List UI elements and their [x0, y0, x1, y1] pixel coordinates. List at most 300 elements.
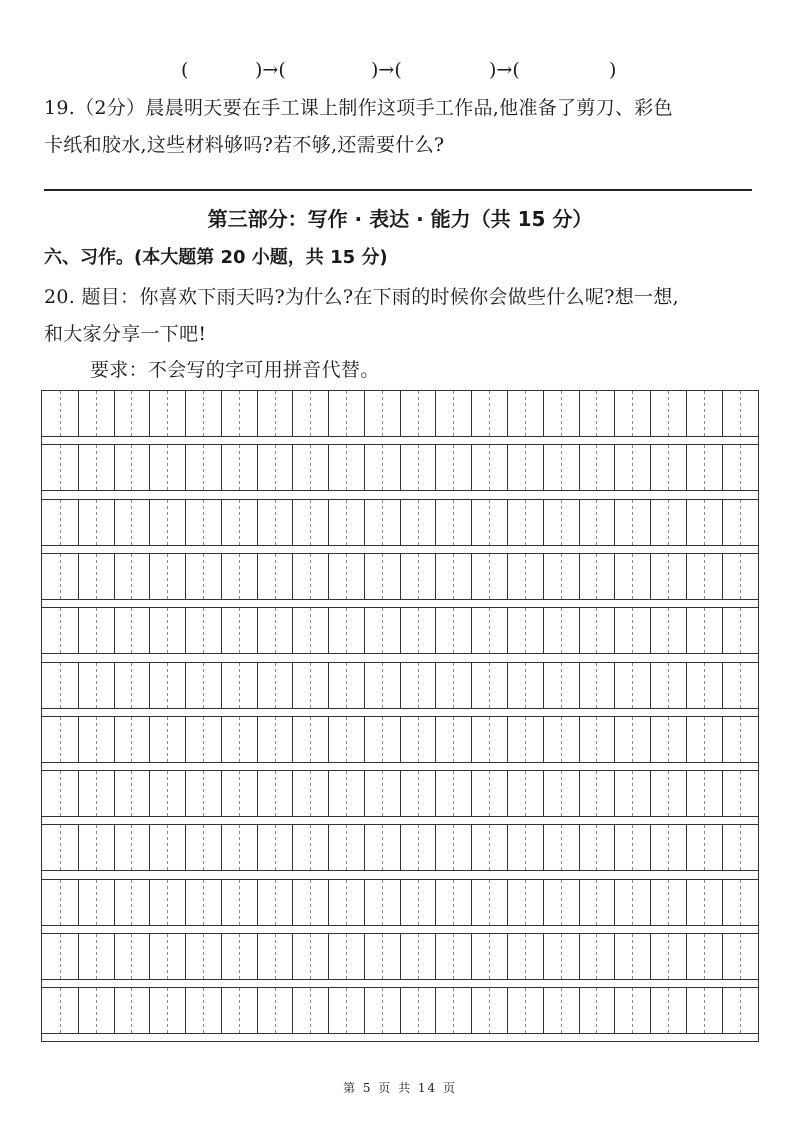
grid-cell-midline — [275, 608, 276, 653]
grid-cell-border — [507, 554, 508, 599]
grid-cell-border — [78, 880, 79, 925]
grid-cell-border — [722, 825, 723, 870]
grid-cell-border — [257, 500, 258, 545]
grid-cell-midline — [632, 663, 633, 708]
grid-cell-midline — [239, 988, 240, 1033]
grid-cell-border — [543, 880, 544, 925]
grid-cell-midline — [561, 880, 562, 925]
grid-cell-border — [149, 608, 150, 653]
grid-cell-midline — [632, 608, 633, 653]
grid-cell-border — [579, 391, 580, 436]
row-bottom-line — [42, 490, 758, 491]
grid-cell-midline — [740, 825, 741, 870]
grid-cell-midline — [131, 988, 132, 1033]
grid-cell-border — [114, 554, 115, 599]
part-three-heading: 第三部分：写作 · 表达 · 能力（共 15 分） — [207, 207, 593, 231]
sequence-arrow-3: )→( — [489, 59, 520, 81]
grid-cell-border — [435, 988, 436, 1033]
grid-row[interactable] — [42, 391, 758, 436]
grid-cell-border — [722, 663, 723, 708]
row-bottom-line — [42, 545, 758, 546]
grid-cell-border — [579, 825, 580, 870]
grid-cell-midline — [668, 663, 669, 708]
grid-cell-border — [185, 608, 186, 653]
grid-cell-border — [221, 554, 222, 599]
grid-cell-midline — [310, 554, 311, 599]
grid-cell-border — [257, 391, 258, 436]
grid-cell-border — [722, 608, 723, 653]
row-bottom-line — [42, 653, 758, 654]
grid-cell-border — [722, 934, 723, 979]
grid-cell-midline — [131, 500, 132, 545]
grid-cell-border — [435, 554, 436, 599]
grid-cell-border — [435, 771, 436, 816]
grid-cell-border — [507, 771, 508, 816]
grid-cell-midline — [525, 988, 526, 1033]
grid-row[interactable] — [42, 825, 758, 870]
grid-row[interactable] — [42, 771, 758, 816]
grid-cell-border — [650, 500, 651, 545]
grid-cell-midline — [596, 771, 597, 816]
grid-cell-border — [507, 608, 508, 653]
grid-cell-border — [328, 445, 329, 490]
grid-cell-border — [185, 445, 186, 490]
grid-cell-border — [328, 988, 329, 1033]
grid-cell-border — [328, 663, 329, 708]
grid-cell-border — [579, 717, 580, 762]
grid-cell-border — [471, 500, 472, 545]
grid-cell-border — [543, 934, 544, 979]
grid-cell-border — [149, 717, 150, 762]
grid-cell-border — [221, 771, 222, 816]
grid-cell-midline — [418, 880, 419, 925]
grid-cell-border — [78, 445, 79, 490]
grid-cell-midline — [489, 391, 490, 436]
row-bottom-line — [42, 925, 758, 926]
grid-cell-border — [471, 934, 472, 979]
grid-cell-midline — [489, 771, 490, 816]
grid-cell-midline — [525, 717, 526, 762]
grid-cell-midline — [167, 663, 168, 708]
grid-cell-border — [686, 880, 687, 925]
grid-cell-midline — [346, 391, 347, 436]
grid-cell-midline — [453, 554, 454, 599]
grid-cell-border — [471, 825, 472, 870]
grid-cell-border — [328, 771, 329, 816]
grid-cell-border — [543, 663, 544, 708]
grid-cell-midline — [203, 554, 204, 599]
grid-cell-border — [257, 663, 258, 708]
grid-cell-midline — [239, 663, 240, 708]
grid-cell-midline — [96, 445, 97, 490]
grid-cell-border — [543, 771, 544, 816]
grid-row[interactable] — [42, 663, 758, 708]
grid-cell-border — [114, 445, 115, 490]
grid-cell-midline — [203, 934, 204, 979]
grid-cell-midline — [310, 771, 311, 816]
grid-cell-midline — [239, 608, 240, 653]
grid-cell-border — [78, 500, 79, 545]
grid-cell-midline — [131, 880, 132, 925]
grid-row[interactable] — [42, 445, 758, 490]
grid-cell-midline — [489, 880, 490, 925]
grid-cell-midline — [704, 880, 705, 925]
grid-cell-border — [149, 825, 150, 870]
grid-cell-midline — [632, 988, 633, 1033]
grid-cell-border — [650, 554, 651, 599]
grid-cell-border — [722, 880, 723, 925]
grid-cell-midline — [668, 500, 669, 545]
grid-cell-midline — [346, 445, 347, 490]
grid-row[interactable] — [42, 880, 758, 925]
grid-cell-midline — [167, 391, 168, 436]
grid-cell-midline — [489, 608, 490, 653]
grid-cell-midline — [453, 717, 454, 762]
grid-cell-midline — [239, 500, 240, 545]
grid-cell-midline — [489, 988, 490, 1033]
grid-cell-midline — [704, 771, 705, 816]
grid-cell-midline — [668, 988, 669, 1033]
grid-cell-midline — [525, 934, 526, 979]
grid-cell-midline — [740, 880, 741, 925]
grid-cell-midline — [704, 934, 705, 979]
grid-cell-midline — [346, 554, 347, 599]
grid-cell-border — [543, 988, 544, 1033]
grid-cell-border — [507, 663, 508, 708]
grid-cell-midline — [131, 445, 132, 490]
grid-cell-border — [328, 934, 329, 979]
grid-cell-midline — [418, 554, 419, 599]
grid-cell-border — [507, 934, 508, 979]
grid-cell-midline — [346, 500, 347, 545]
grid-cell-border — [364, 554, 365, 599]
grid-cell-border — [579, 934, 580, 979]
grid-cell-midline — [346, 717, 347, 762]
grid-cell-midline — [310, 445, 311, 490]
grid-cell-border — [292, 880, 293, 925]
grid-cell-border — [400, 825, 401, 870]
grid-cell-border — [614, 391, 615, 436]
sequence-arrow-1: )→( — [255, 59, 286, 81]
grid-cell-border — [579, 880, 580, 925]
grid-cell-border — [221, 445, 222, 490]
grid-cell-midline — [310, 988, 311, 1033]
sequence-close-paren: ) — [609, 59, 617, 81]
grid-cell-midline — [167, 500, 168, 545]
grid-cell-midline — [668, 391, 669, 436]
grid-cell-midline — [310, 934, 311, 979]
grid-cell-midline — [346, 771, 347, 816]
grid-cell-border — [328, 608, 329, 653]
grid-cell-border — [507, 717, 508, 762]
grid-cell-border — [579, 554, 580, 599]
grid-cell-border — [328, 880, 329, 925]
grid-cell-midline — [96, 825, 97, 870]
grid-cell-midline — [382, 825, 383, 870]
grid-cell-border — [257, 825, 258, 870]
grid-row[interactable] — [42, 988, 758, 1033]
grid-cell-midline — [453, 608, 454, 653]
grid-cell-midline — [346, 880, 347, 925]
grid-cell-border — [221, 825, 222, 870]
grid-cell-midline — [453, 500, 454, 545]
grid-cell-border — [292, 825, 293, 870]
grid-cell-border — [650, 934, 651, 979]
grid-cell-midline — [167, 934, 168, 979]
grid-cell-midline — [96, 663, 97, 708]
grid-cell-midline — [96, 391, 97, 436]
grid-cell-midline — [525, 771, 526, 816]
grid-cell-midline — [239, 445, 240, 490]
grid-cell-border — [650, 880, 651, 925]
grid-cell-midline — [382, 391, 383, 436]
grid-cell-border — [292, 445, 293, 490]
grid-cell-border — [78, 717, 79, 762]
grid-cell-midline — [203, 771, 204, 816]
grid-cell-border — [686, 717, 687, 762]
grid-cell-midline — [453, 988, 454, 1033]
grid-cell-border — [543, 554, 544, 599]
grid-cell-midline — [418, 663, 419, 708]
grid-cell-border — [686, 988, 687, 1033]
grid-cell-midline — [561, 988, 562, 1033]
grid-cell-border — [114, 663, 115, 708]
grid-cell-border — [650, 717, 651, 762]
grid-cell-border — [614, 988, 615, 1033]
grid-cell-border — [364, 608, 365, 653]
grid-cell-midline — [96, 554, 97, 599]
grid-row[interactable] — [42, 500, 758, 545]
grid-cell-midline — [740, 717, 741, 762]
grid-cell-midline — [382, 771, 383, 816]
grid-cell-border — [328, 717, 329, 762]
grid-cell-midline — [310, 663, 311, 708]
grid-cell-border — [364, 934, 365, 979]
grid-cell-border — [471, 663, 472, 708]
grid-cell-border — [400, 445, 401, 490]
grid-cell-border — [507, 880, 508, 925]
grid-cell-midline — [203, 825, 204, 870]
grid-cell-midline — [632, 934, 633, 979]
grid-cell-midline — [632, 391, 633, 436]
grid-cell-border — [149, 934, 150, 979]
grid-row[interactable] — [42, 934, 758, 979]
grid-cell-midline — [668, 825, 669, 870]
grid-cell-midline — [310, 825, 311, 870]
grid-cell-border — [114, 391, 115, 436]
grid-cell-midline — [740, 934, 741, 979]
grid-cell-border — [292, 663, 293, 708]
grid-cell-midline — [525, 825, 526, 870]
grid-cell-border — [78, 934, 79, 979]
grid-cell-midline — [596, 608, 597, 653]
grid-cell-border — [400, 663, 401, 708]
grid-cell-border — [292, 554, 293, 599]
grid-cell-border — [400, 934, 401, 979]
grid-cell-midline — [704, 445, 705, 490]
sequence-arrow-2: )→( — [371, 59, 402, 81]
grid-cell-midline — [382, 500, 383, 545]
grid-cell-border — [292, 500, 293, 545]
grid-cell-midline — [239, 880, 240, 925]
grid-cell-border — [507, 391, 508, 436]
row-bottom-line — [42, 870, 758, 871]
grid-cell-border — [364, 880, 365, 925]
writing-grid[interactable] — [41, 390, 759, 1042]
grid-cell-midline — [203, 880, 204, 925]
grid-cell-border — [292, 934, 293, 979]
grid-cell-midline — [382, 880, 383, 925]
grid-cell-midline — [418, 500, 419, 545]
grid-cell-border — [78, 988, 79, 1033]
grid-cell-border — [614, 934, 615, 979]
grid-cell-border — [257, 771, 258, 816]
grid-cell-border — [185, 554, 186, 599]
grid-cell-midline — [203, 988, 204, 1033]
section-divider — [44, 189, 752, 191]
grid-cell-midline — [561, 825, 562, 870]
grid-cell-border — [722, 500, 723, 545]
grid-cell-border — [471, 988, 472, 1033]
grid-cell-border — [149, 880, 150, 925]
question-20-line-1: 20. 题目：你喜欢下雨天吗?为什么?在下雨的时候你会做些什么呢?想一想, — [44, 286, 679, 308]
grid-cell-border — [185, 988, 186, 1033]
grid-cell-border — [722, 717, 723, 762]
grid-cell-midline — [167, 771, 168, 816]
question-19-line-2: 卡纸和胶水,这些材料够吗?若不够,还需要什么? — [44, 134, 445, 156]
grid-cell-border — [543, 717, 544, 762]
grid-cell-border — [328, 500, 329, 545]
grid-cell-border — [686, 663, 687, 708]
grid-cell-midline — [60, 663, 61, 708]
grid-cell-border — [507, 500, 508, 545]
grid-cell-border — [328, 391, 329, 436]
grid-cell-midline — [310, 717, 311, 762]
grid-cell-midline — [561, 771, 562, 816]
grid-cell-midline — [453, 825, 454, 870]
grid-cell-midline — [131, 554, 132, 599]
grid-cell-border — [650, 391, 651, 436]
grid-cell-border — [400, 391, 401, 436]
grid-cell-border — [114, 608, 115, 653]
grid-cell-midline — [561, 391, 562, 436]
grid-cell-border — [722, 771, 723, 816]
row-bottom-line — [42, 816, 758, 817]
grid-cell-border — [114, 825, 115, 870]
grid-cell-midline — [167, 554, 168, 599]
grid-cell-border — [364, 663, 365, 708]
grid-cell-midline — [668, 771, 669, 816]
grid-cell-midline — [310, 880, 311, 925]
grid-cell-midline — [275, 934, 276, 979]
grid-cell-border — [185, 717, 186, 762]
grid-cell-border — [328, 554, 329, 599]
grid-cell-border — [507, 445, 508, 490]
question-20-requirement: 要求：不会写的字可用拼音代替。 — [90, 359, 380, 381]
grid-cell-midline — [346, 825, 347, 870]
grid-cell-midline — [346, 608, 347, 653]
grid-cell-border — [471, 717, 472, 762]
grid-cell-midline — [60, 880, 61, 925]
grid-cell-midline — [668, 608, 669, 653]
grid-cell-border — [722, 554, 723, 599]
grid-cell-midline — [740, 445, 741, 490]
grid-cell-midline — [96, 717, 97, 762]
grid-cell-midline — [167, 445, 168, 490]
grid-cell-midline — [96, 608, 97, 653]
grid-cell-border — [257, 717, 258, 762]
grid-cell-midline — [740, 988, 741, 1033]
grid-cell-midline — [60, 554, 61, 599]
grid-cell-midline — [382, 554, 383, 599]
grid-cell-midline — [525, 608, 526, 653]
grid-cell-midline — [167, 880, 168, 925]
grid-cell-border — [650, 445, 651, 490]
grid-cell-border — [686, 554, 687, 599]
grid-cell-midline — [596, 934, 597, 979]
grid-row[interactable] — [42, 717, 758, 762]
grid-cell-midline — [668, 554, 669, 599]
grid-cell-border — [579, 988, 580, 1033]
grid-cell-border — [686, 934, 687, 979]
grid-cell-midline — [275, 500, 276, 545]
grid-cell-midline — [96, 880, 97, 925]
grid-cell-midline — [632, 771, 633, 816]
grid-cell-midline — [632, 500, 633, 545]
grid-cell-midline — [382, 717, 383, 762]
grid-cell-border — [292, 608, 293, 653]
grid-cell-midline — [131, 717, 132, 762]
grid-cell-border — [471, 608, 472, 653]
grid-cell-midline — [561, 445, 562, 490]
grid-cell-border — [364, 391, 365, 436]
grid-cell-midline — [632, 445, 633, 490]
grid-cell-midline — [525, 663, 526, 708]
grid-cell-midline — [668, 445, 669, 490]
grid-cell-border — [221, 880, 222, 925]
grid-cell-midline — [203, 608, 204, 653]
grid-cell-midline — [418, 934, 419, 979]
grid-cell-border — [114, 880, 115, 925]
grid-cell-border — [722, 988, 723, 1033]
grid-cell-midline — [632, 880, 633, 925]
grid-cell-border — [400, 717, 401, 762]
grid-cell-midline — [239, 934, 240, 979]
grid-cell-border — [185, 391, 186, 436]
grid-cell-border — [78, 771, 79, 816]
grid-cell-midline — [60, 988, 61, 1033]
grid-cell-midline — [203, 391, 204, 436]
grid-cell-border — [257, 554, 258, 599]
grid-cell-midline — [346, 934, 347, 979]
grid-cell-midline — [740, 500, 741, 545]
grid-cell-midline — [131, 825, 132, 870]
question-20-line-2: 和大家分享一下吧! — [44, 323, 207, 345]
grid-cell-midline — [382, 934, 383, 979]
grid-row[interactable] — [42, 554, 758, 599]
grid-cell-midline — [382, 988, 383, 1033]
grid-cell-midline — [418, 771, 419, 816]
grid-cell-border — [579, 608, 580, 653]
grid-cell-midline — [561, 934, 562, 979]
grid-cell-border — [400, 988, 401, 1033]
grid-cell-midline — [489, 554, 490, 599]
grid-row[interactable] — [42, 608, 758, 653]
grid-cell-midline — [740, 391, 741, 436]
grid-cell-midline — [60, 717, 61, 762]
grid-cell-midline — [131, 771, 132, 816]
grid-cell-midline — [96, 934, 97, 979]
